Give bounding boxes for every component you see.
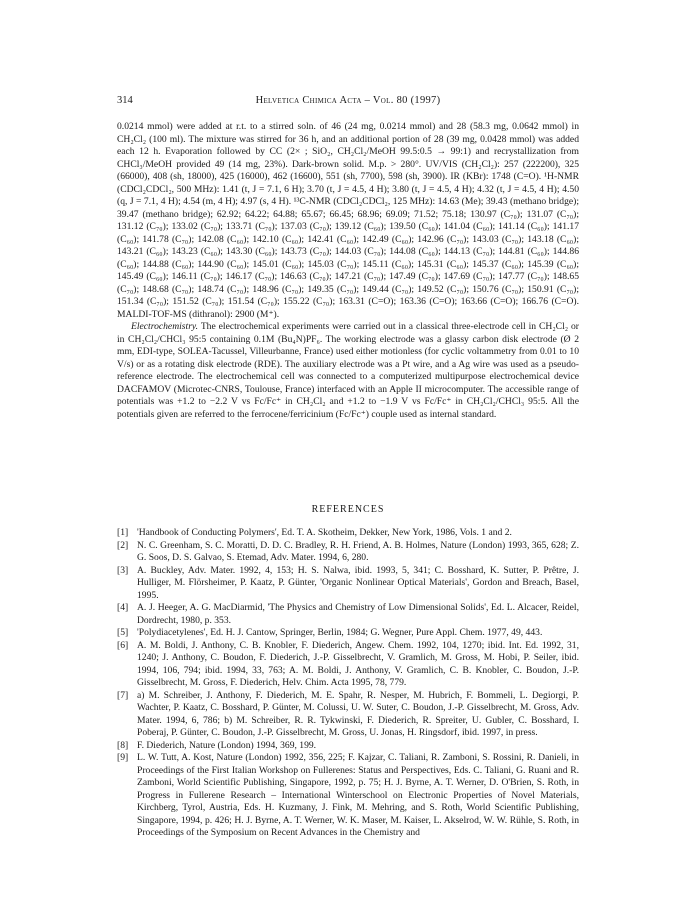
reference-text: L. W. Tutt, A. Kost, Nature (London) 1992, 356, 225; F. Kajzar, C. Taliani, R. Zamboni, S. Rossini, R. Danieli, in Proceedings of the First Italian Workshop on Fullerenes: Status and Perspectives, Eds. C. Taliani, G. Ruani and R. Zamboni, World Scientific Publishing, Singapore, 1992, p. 75; H. J. Byrne, A. T. Werner, D. O'Brien, S. Roth, in Progress in Fullerene Research – International Winterschool on Electronic Properties of Novel Materials, Kirchberg, Tyrol, Austria, Eds. H. Kuzmany, J. Fink, M. Mehring, and S. Roth, World Scientific Publishing, Singapore, 1994, p. 426; H. J. Byrne, A. T. Werner, W. K. Maser, M. Kaiser, L. Akselrod, W. W. Rühle, S. Roth, in Proceedings of the Symposium on Recent Advances in the Chemistry and [137, 752, 579, 838]
reference-number: [2] [117, 539, 129, 551]
page-number: 314 [117, 95, 133, 106]
reference-number: [1] [117, 527, 129, 538]
reference-number: [7] [117, 689, 129, 701]
reference-number: [8] [117, 739, 129, 751]
reference-item [117, 640, 579, 690]
reference-text: 'Polydiacetylenes', Ed. H. J. Cantow, Springer, Berlin, 1984; G. Wegner, Pure Appl. Chem. 1977, 49, 443. [137, 627, 543, 638]
reference-item [117, 752, 579, 840]
reference-item [117, 740, 579, 753]
reference-text: A. M. Boldi, J. Anthony, C. B. Knobler, F. Diederich, Angew. Chem. 1992, 104, 1270; ibid. Int. Ed. 1992, 31, 1240; J. Anthony, C. Boudon, F. Diederich, J.-P. Gisselbrecht, V. Gramlich, M. Gross, M. Hobi, P. Seiler, ibid. 1994, 106, 794; ibid. 1994, 33, 763; A. M. Boldi, J. Anthony, V. Gramlich, C. B. Knobler, C. Boudon, J.-P. Gisselbrecht, M. Gross, F. Diederich, Helv. Chim. Acta 1995, 78, 779. [137, 639, 579, 688]
electrochemistry-text: The electrochemical experiments were carried out in a classical three-electrode cell in CH₂Cl₂ or in CH₂Cl₂/CHCl₃ 95:5 containing 0.1M (Bu₄N)PF₆. The working electrode was a glassy carbon disk electrode (Ø 2 mm, EDI-type, SOLEA-Tacussel, Villeurbanne, France) used either motionless (for cyclic voltammetry from 0.01 to 10 V/s) or as a rotating disk electrode (RDE). The auxiliary electrode was a Pt wire, and a Ag wire was used as a pseudo-reference electrode. The electrochemical cell was connected to a computerized multipurpose electrochemical device DACFAMOV (Microtec-CNRS, Toulouse, France) interfaced with an Apple II microcomputer. The accessible range of potentials was +1.2 to −2.2 V vs Fc/Fc⁺ in CH₂Cl₂ and +1.2 to −1.9 V vs Fc/Fc⁺ in CH₂Cl₂/CHCl₃ 95:5. All the potentials given are referred to the ferrocene/ferricinium (Fc/Fc⁺) couple used as internal standard. [117, 321, 579, 420]
electrochemistry-paragraph [117, 321, 579, 421]
page-header [117, 95, 579, 109]
reference-text: 'Handbook of Conducting Polymers', Ed. T. A. Skotheim, Dekker, New York, 1986, Vols. 1 and 2. [137, 527, 512, 538]
reference-item [117, 690, 579, 740]
reference-item [117, 627, 579, 640]
reference-item [117, 527, 579, 540]
reference-number: [4] [117, 602, 129, 613]
references-list [117, 527, 579, 840]
reference-item [117, 602, 579, 627]
reference-number: [6] [117, 639, 129, 651]
running-title: Helvetica Chimica Acta – Vol. 80 (1997) [255, 95, 441, 106]
reference-item [117, 565, 579, 603]
reference-number: [9] [117, 752, 129, 763]
reference-item [117, 540, 579, 565]
reference-text: a) M. Schreiber, J. Anthony, F. Diederich, M. E. Spahr, R. Nesper, M. Hubrich, F. Bommeli, L. Degiorgi, P. Wachter, P. Kaatz, C. Bosshard, P. Günter, M. Colussi, U. W. Suter, C. Boudon, J.-P. Gisselbrecht, M. Gross, Adv. Mater. 1994, 6, 786; b) M. Schreiber, R. R. Tykwinski, F. Diederich, R. Spreiter, U. Gubler, C. Bosshard, I. Poberaj, P. Günter, C. Boudon, J.-P. Gisselbrecht, M. Gross, U. Jonas, H. Ringsdorf, ibid. 1997, in press. [137, 689, 579, 738]
reference-text: N. C. Greenham, S. C. Moratti, D. D. C. Bradley, R. H. Friend, A. B. Holmes, Nature (London) 1993, 365, 628; Z. G. Soos, D. S. Galvao, S. Etemad, Adv. Mater. 1994, 6, 280. [137, 539, 579, 563]
reference-number: [5] [117, 627, 129, 638]
reference-number: [3] [117, 564, 129, 576]
reference-text: A. Buckley, Adv. Mater. 1992, 4, 153; H. S. Nalwa, ibid. 1993, 5, 341; C. Bosshard, K. Sutter, P. Prêtre, J. Hulliger, M. Flörsheimer, P. Kaatz, P. Günter, 'Organic Nonlinear Optical Materials', Gordon and Breach, Basel, 1995. [137, 564, 579, 601]
references-heading: REFERENCES [311, 504, 385, 515]
compound-characterization-paragraph: 0.0214 mmol) were added at r.t. to a stirred soln. of 46 (24 mg, 0.0214 mmol) and 28 (58.3 mg, 0.0642 mmol) in CH₂Cl₂ (100 ml). The mixture was stirred for 36 h, and an additional portion of 28 (39 mg, 0.0428 mmol) was added each 12 h. Evaporation followed by CC (2× ; SiO₂, CH₂Cl₂/MeOH 99.5:0.5 → 99:1) and recrystallization from CHCl₃/MeOH provided 49 (14 mg, 23%). Dark-brown solid. M.p. > 280°. UV/VIS (CH₂Cl₂): 257 (222200), 325 (66000), 408 (sh, 18000), 425 (16000), 462 (16600), 551 (sh, 7700), 598 (sh, 3900). IR (KBr): 1748 (C=O). ¹H-NMR (CDCl₂CDCl₂, 500 MHz): 1.41 (t, J = 7.1, 6 H); 3.70 (t, J = 4.5, 4 H); 3.80 (t, J = 4.5, 4 H); 4.32 (t, J = 4.5, 4 H); 4.50 (q, J = 7.1, 4 H); 4.54 (m, 4 H); 4.97 (s, 4 H). ¹³C-NMR (CDCl₂CDCl₂, 125 MHz): 14.63 (Me); 39.43 (methano bridge); 39.47 (methano bridge); 62.92; 64.22; 64.88; 65.67; 66.45; 68.96; 69.09; 71.52; 75.18; 130.97 (C₇₀); 131.07 (C₇₀); 131.12 (C₇₀); 133.02 (C₇₀); 133.71 (C₇₀); 137.03 (C₇₀); 139.12 (C₆₀); 139.50 (C₆₀); 141.04 (C₆₀); 141.14 (C₆₀); 141.17 (C₆₀); 141.78 (C₇₀); 142.08 (C₆₀); 142.10 (C₆₀); 142.41 (C₆₀); 142.49 (C₆₀); 142.96 (C₇₀); 143.03 (C₇₀); 143.18 (C₆₀); 143.21 (C₆₀); 143.23 (C₆₀); 143.30 (C₆₀); 143.73 (C₇₀); 144.03 (C₇₀); 144.08 (C₆₀); 144.13 (C₇₀); 144.81 (C₆₀); 144.86 (C₆₀); 144.88 (C₆₀); 144.90 (C₆₀); 145.01 (C₆₀); 145.03 (C₇₀); 145.11 (C₆₀); 145.31 (C₆₀); 145.37 (C₆₀); 145.39 (C₆₀); 145.49 (C₆₀); 146.11 (C₇₀); 146.17 (C₇₀); 146.63 (C₇₀); 147.21 (C₇₀); 147.49 (C₇₀); 147.69 (C₇₀); 147.77 (C₇₀); 148.65 (C₇₀); 148.68 (C₇₀); 148.74 (C₇₀); 148.96 (C₇₀); 149.35 (C₇₀); 149.44 (C₇₀); 149.52 (C₇₀); 150.76 (C₇₀); 150.91 (C₇₀); 151.34 (C₇₀); 151.52 (C₇₀); 151.54 (C₇₀); 155.22 (C₇₀); 163.31 (C=O); 163.36 (C=O); 163.66 (C=O); 166.76 (C=O). MALDI-TOF-MS (dithranol): 2900 (M⁺). [117, 121, 579, 320]
electrochemistry-heading: Electrochemistry. [131, 321, 199, 332]
reference-text: A. J. Heeger, A. G. MacDiarmid, 'The Physics and Chemistry of Low Dimensional Solids', Ed. L. Alcacer, Reidel, Dordrecht, 1980, p. 353. [137, 602, 579, 626]
reference-text: F. Diederich, Nature (London) 1994, 369, 199. [137, 739, 317, 751]
experimental-text [117, 121, 579, 421]
